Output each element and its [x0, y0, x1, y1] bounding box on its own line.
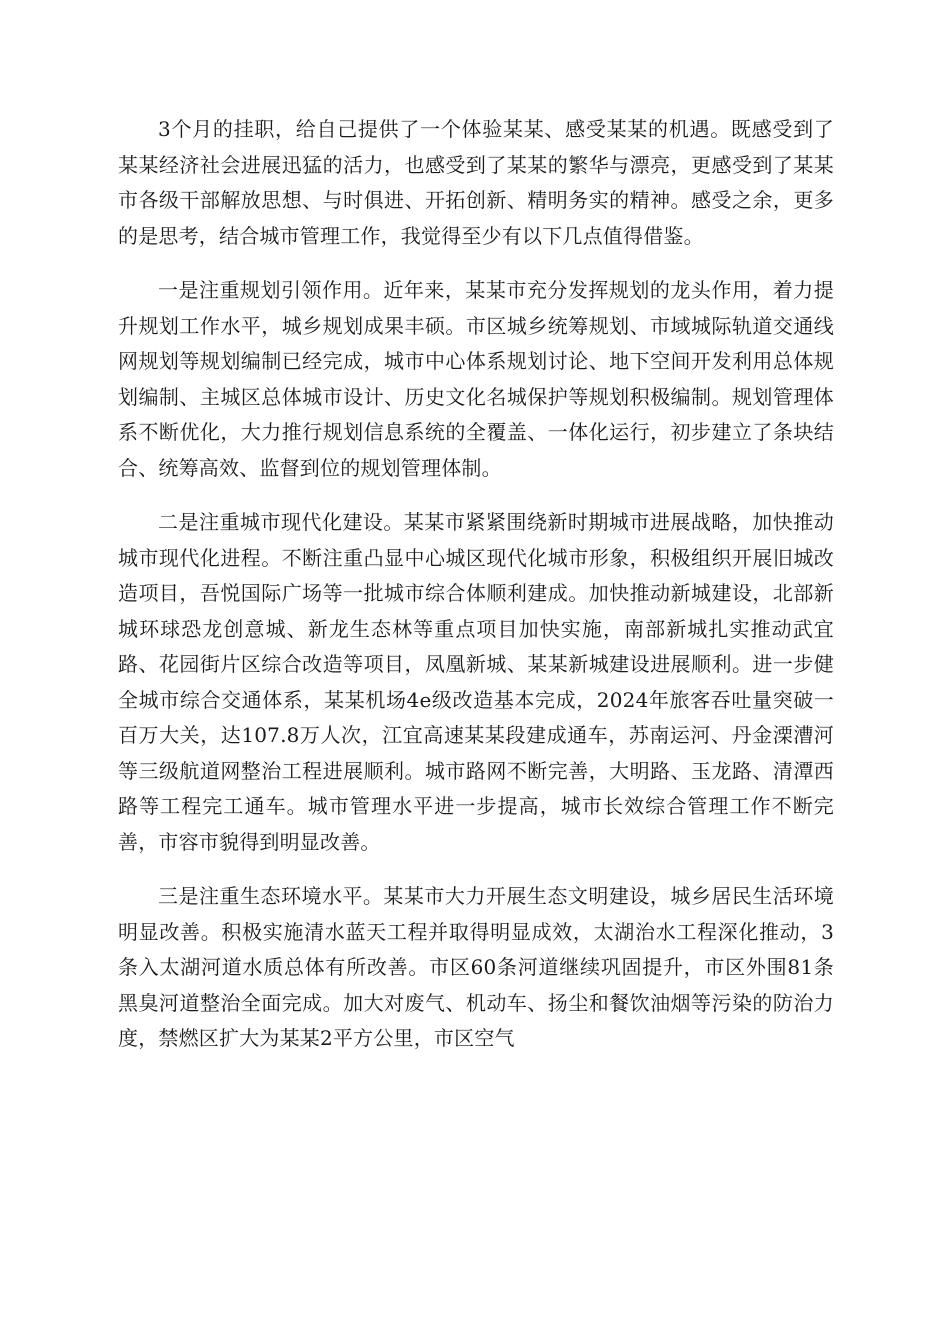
paragraph-intro: 3个月的挂职，给自己提供了一个体验某某、感受某某的机遇。既感受到了某某经济社会进展迅猛的活力，也感受到了某某的繁华与漂亮，更感受到了某某市各级干部解放思想、与时俱进、开拓创新、精明务实的精神。感受之余，更多的是思考，结合城市管理工作，我觉得至少有以下几点值得借鉴。	[118, 117, 834, 248]
paragraph-modernization: 二是注重城市现代化建设。某某市紧紧围绕新时期城市进展战略，加快推动城市现代化进程。不断注重凸显中心城区现代化城市形象，积极组织开展旧城改造项目，吾悦国际广场等一批城市综合体顺利建成。加快推动新城建设，北部新城环球恐龙创意城、新龙生态林等重点项目加快实施，南部新城扎实推动武宜路、花园街片区综合改造等项目，凤凰新城、某某新城建设进展顺利。进一步健全城市综合交通体系，某某机场4e级改造基本完成，2024年旅客吞吐量突破一百万大关，达107.8万人次，江宜高速某某段建成通车，苏南运河、丹金溧漕河等三级航道网整治工程进展顺利。城市路网不断完善，大明路、玉龙路、清潭西路等工程完工通车。城市管理水平进一步提高，城市长效综合管理工作不断完善，市容市貌得到明显改善。	[118, 510, 834, 854]
document-body	[118, 112, 834, 1076]
paragraph-planning: 一是注重规划引领作用。近年来，某某市充分发挥规划的龙头作用，着力提升规划工作水平，城乡规划成果丰硕。市区城乡统筹规划、市域城际轨道交通线网规划等规划编制已经完成，城市中心体系规划讨论、地下空间开发利用总体规划编制、主城区总体城市设计、历史文化名城保护等规划积极编制。规划管理体系不断优化，大力推行规划信息系统的全覆盖、一体化运行，初步建立了条块结合、统筹高效、监督到位的规划管理体制。	[118, 278, 834, 480]
paragraph-ecology: 三是注重生态环境水平。某某市大力开展生态文明建设，城乡居民生活环境明显改善。积极实施清水蓝天工程并取得明显成效，太湖治水工程深化推动，3条入太湖河道水质总体有所改善。市区60条河道继续巩固提升，市区外围81条黑臭河道整治全面完成。加大对废气、机动车、扬尘和餐饮油烟等污染的防治力度，禁燃区扩大为某某2平方公里，市区空气	[118, 884, 834, 1050]
